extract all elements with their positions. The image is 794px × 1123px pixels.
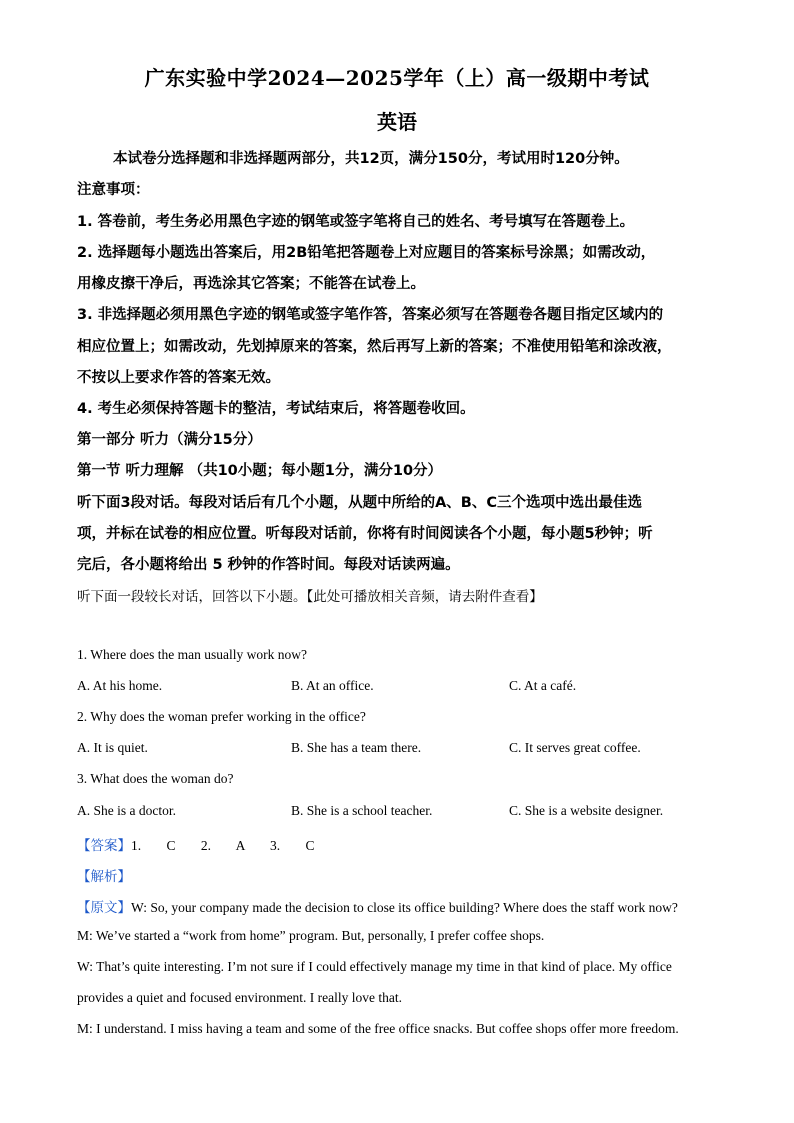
- notes-heading: 注意事项：: [77, 182, 150, 198]
- transcript-line: M: We’ve started a “work from home” program. But, personally, I prefer coffee shops.: [77, 928, 545, 943]
- exam-title: 广东实验中学2024—2025学年（上）高一级期中考试: [144, 66, 650, 90]
- analysis-line: [77, 865, 131, 885]
- transcript-line: [77, 896, 719, 916]
- question-stem: 3. What does the woman do?: [77, 771, 234, 786]
- option-b: B. At an office.: [291, 678, 374, 693]
- transcript-line: M: I understand. I miss having a team and some of the free office snacks. But coffee shops offer more freedom.: [77, 1021, 679, 1036]
- note-line: 2. 选择题每小题选出答案后，用2B铅笔把答题卷上对应题目的答案标号涂黑；如需改动，: [77, 245, 656, 261]
- option-b: B. She is a school teacher.: [291, 803, 433, 818]
- instruction-line: 完后，各小题将给出 5 秒钟的作答时间。每段对话读两遍。: [77, 557, 460, 573]
- section-heading: 第一节 听力理解 （共10小题；每小题1分，满分10分）: [77, 463, 443, 479]
- note-line: 4. 考生必须保持答题卡的整洁，考试结束后，将答题卷收回。: [77, 401, 475, 417]
- answer-values: 1. C 2. A 3. C: [131, 838, 315, 853]
- transcript-line: provides a quiet and focused environment. I really love that.: [77, 990, 403, 1005]
- answer-line: [77, 834, 315, 854]
- instruction-line: 项，并标在试卷的相应位置。听每段对话前，你将有时间阅读各个小题，每小题5秒钟；听: [77, 526, 653, 542]
- note-line: 用橡皮擦干净后，再选涂其它答案；不能答在试卷上。: [77, 276, 425, 292]
- instruction-line: 听下面3段对话。每段对话后有几个小题，从题中所给的A、B、C三个选项中选出最佳选: [77, 495, 643, 511]
- option-c: C. It serves great coffee.: [509, 740, 641, 755]
- option-a: A. It is quiet.: [77, 740, 148, 755]
- option-a: A. She is a doctor.: [77, 803, 176, 818]
- option-c: C. At a café.: [509, 678, 577, 693]
- transcript-line: W: That’s quite interesting. I’m not sure if I could effectively manage my time in that kind of place. My office: [77, 959, 672, 974]
- answer-tag: 【答案】: [77, 838, 131, 854]
- option-c: C. She is a website designer.: [509, 803, 664, 818]
- subject-title: 英语: [377, 110, 417, 134]
- question-stem: 2. Why does the woman prefer working in the office?: [77, 709, 366, 724]
- audio-note: 听下面一段较长对话，回答以下小题。【此处可播放相关音频，请去附件查看】: [77, 589, 543, 605]
- note-line: 1. 答卷前，考生务必用黑色字迹的钢笔或签字笔将自己的姓名、考号填写在答题卷上。: [77, 214, 635, 230]
- transcript-tag: 【原文】: [77, 900, 131, 916]
- note-line: 3. 非选择题必须用黑色字迹的钢笔或签字笔作答，答案必须写在答题卷各题目指定区域内的: [77, 307, 664, 323]
- option-b: B. She has a team there.: [291, 740, 422, 755]
- note-line: 不按以上要求作答的答案无效。: [77, 370, 280, 386]
- exam-intro: 本试卷分选择题和非选择题两部分，共12页，满分150分，考试用时120分钟。: [113, 151, 629, 167]
- analysis-tag: 【解析】: [77, 869, 131, 885]
- part1-heading: 第一部分 听力（满分15分）: [77, 432, 262, 448]
- note-line: 相应位置上；如需改动，先划掉原来的答案，然后再写上新的答案；不准使用铅笔和涂改液，: [77, 339, 672, 355]
- option-a: A. At his home.: [77, 678, 163, 693]
- transcript-text: W: So, your company made the decision to close its office building? Where does the staff work now?: [131, 900, 678, 915]
- question-stem: 1. Where does the man usually work now?: [77, 647, 307, 662]
